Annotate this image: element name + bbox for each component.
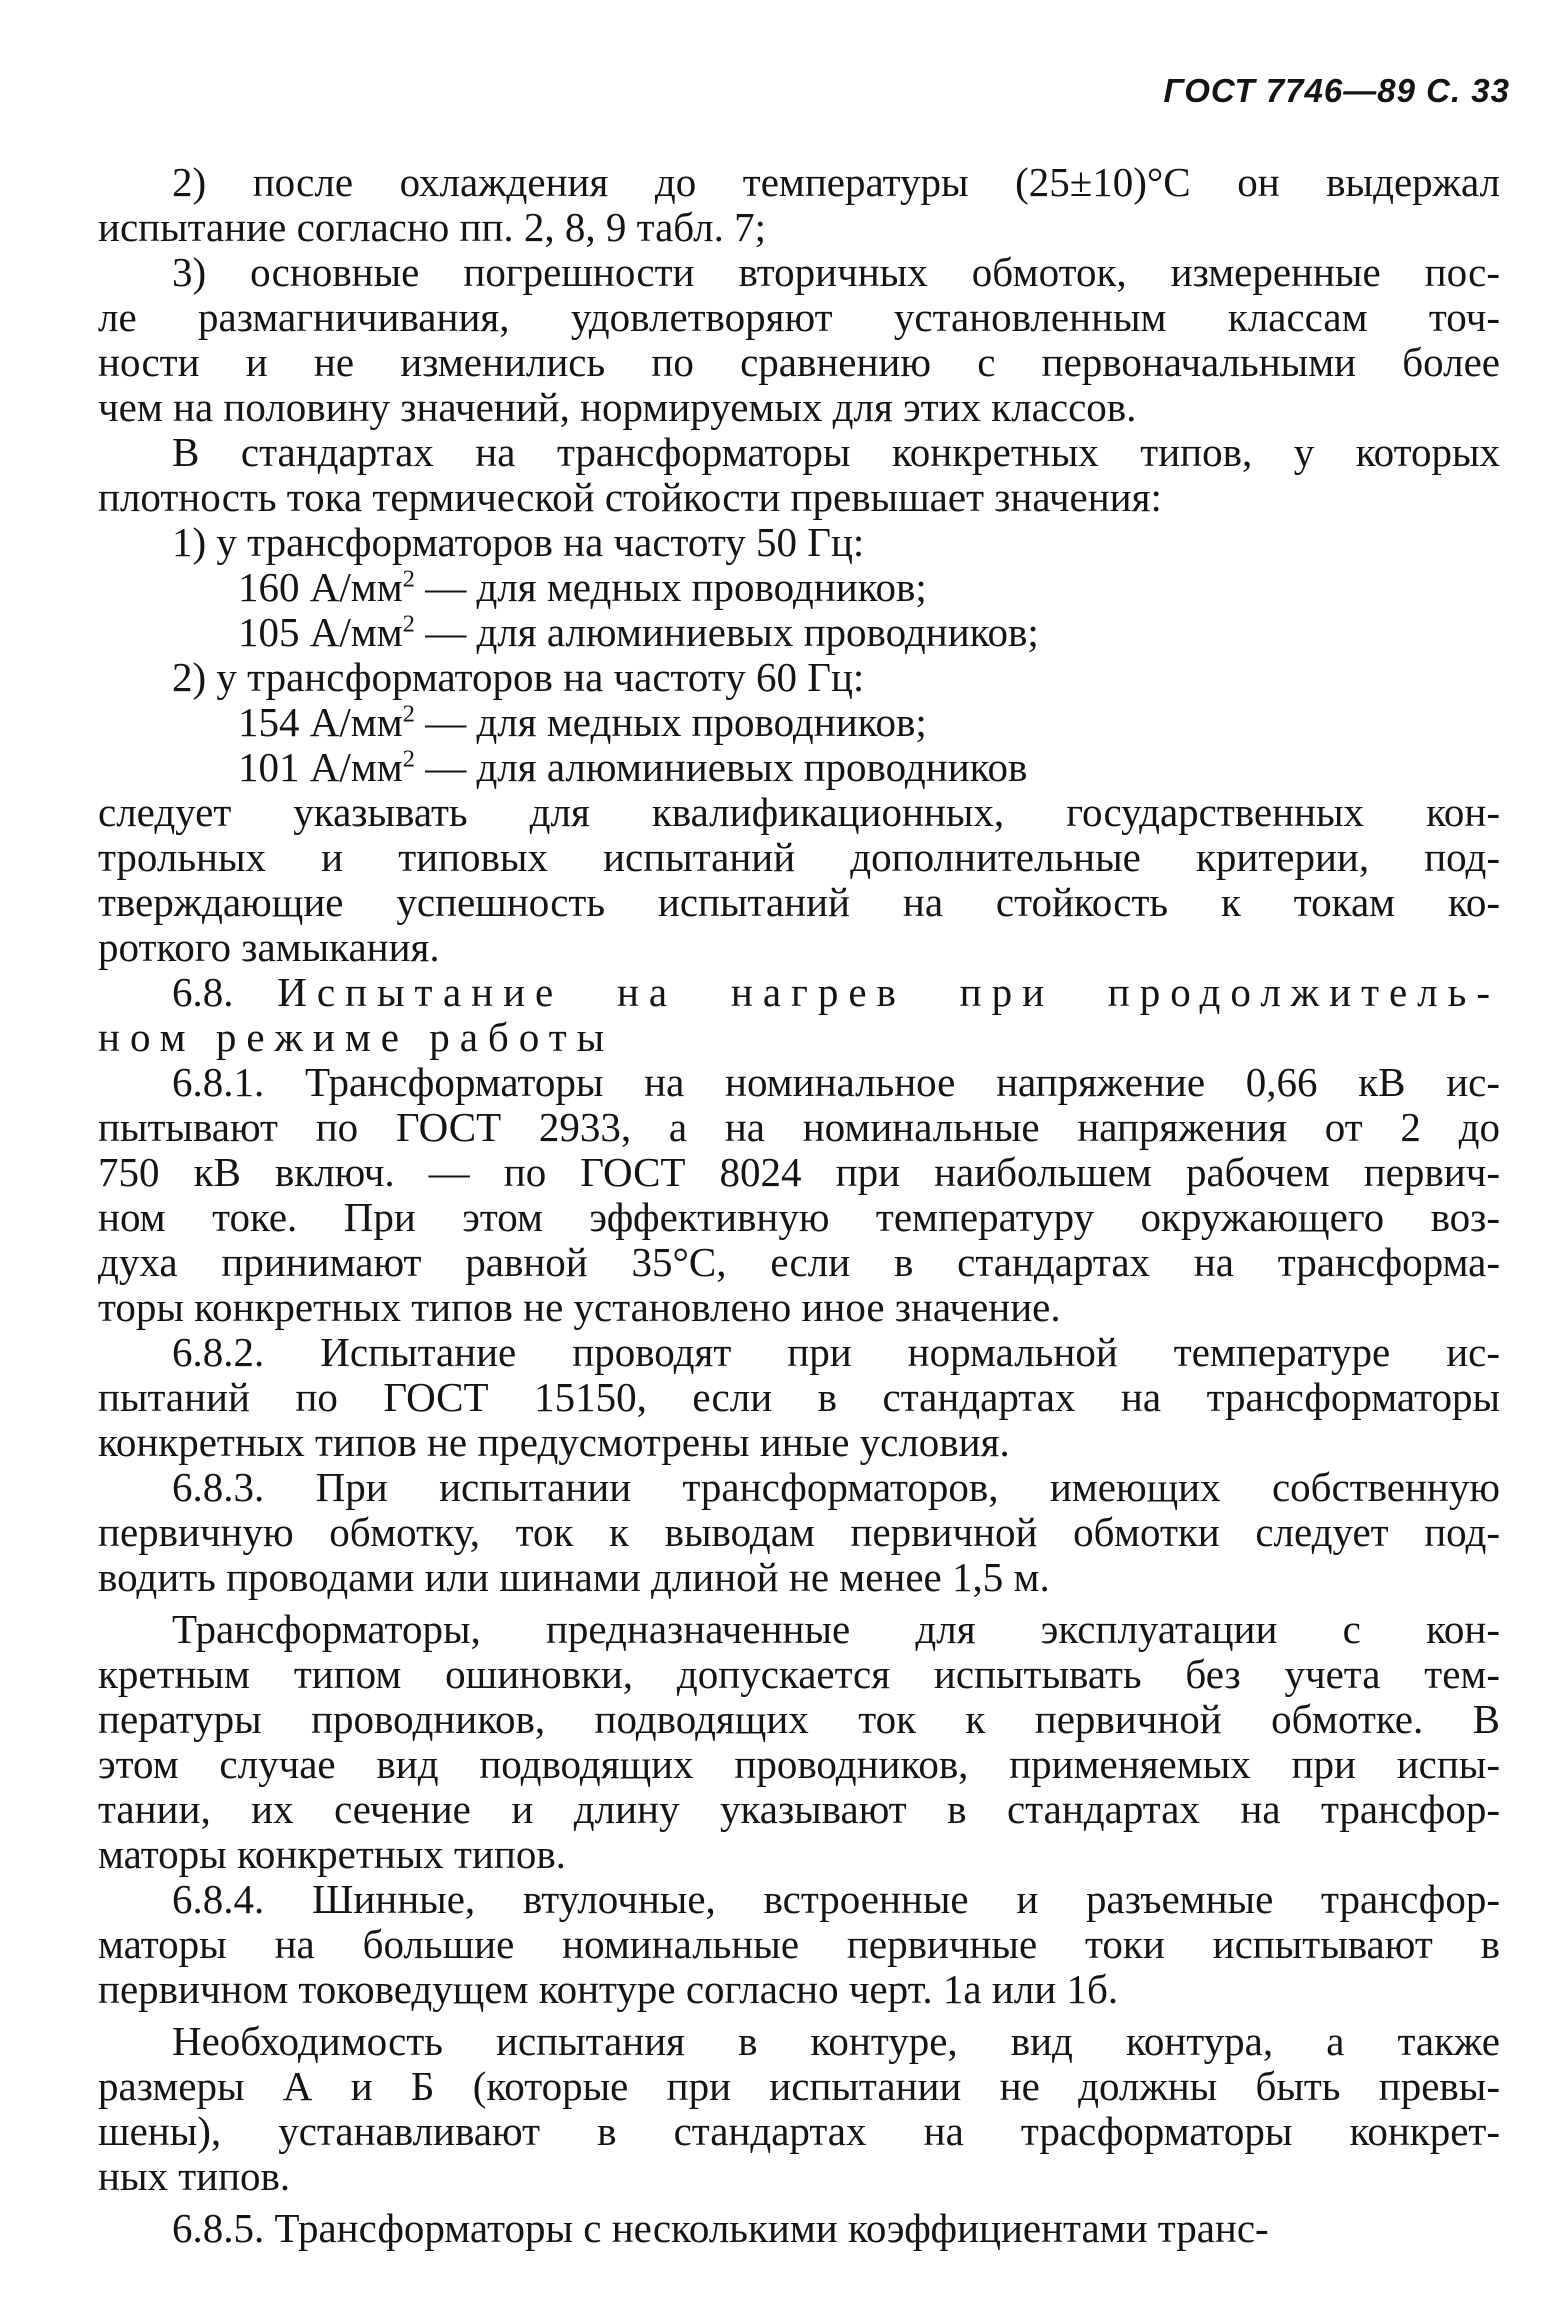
text-line: конкретных типов не предусмотрены иные условия. [98,1419,1010,1465]
heading-line [98,1015,1500,1060]
text-line: первичную обмотку, ток к выводам первичной обмотки следует под- [98,1509,1500,1555]
text-line: ных типов. [98,2153,291,2199]
text-line: пытаний по ГОСТ 15150, если в стандартах на трансформаторы [98,1374,1500,1420]
text-line: пытывают по ГОСТ 2933, а на номинальные напряжения от 2 до [98,1104,1500,1150]
text-line: этом случае вид подводящих проводников, применяемых при испы- [98,1741,1500,1787]
paragraph [98,430,1500,520]
text-line: Необходимость испытания в контуре, вид контура, а также [172,2018,1500,2064]
text-line: следует указывать для квалификационных, государственных кон- [98,789,1500,835]
text-line: роткого замыкания. [98,924,440,970]
text-line: 6.8.5. Трансформаторы с несколькими коэффициентами транс- [172,2205,1269,2251]
text-line: В стандартах на трансформаторы конкретных типов, у которых [172,429,1500,475]
superscript: 2 [402,700,415,728]
text-line: 6.8.2. Испытание проводят при нормальной температуре ис- [172,1329,1500,1375]
conductor-type: — для медных проводников; [414,564,927,610]
text-line: кретным типом ошиновки, допускается испытывать без учета тем- [98,1651,1500,1697]
list-subitem [98,565,1500,610]
conductor-type: — для алюминиевых проводников [414,744,1028,790]
text-line: ности и не изменились по сравнению с первоначальными более [98,339,1500,385]
text-line: 6.8.3. При испытании трансформаторов, имеющих собственную [172,1464,1500,1510]
paragraph [98,160,1500,250]
current-density-value: 105 А/мм [238,609,403,655]
text-line: плотность тока термической стойкости превышает значения: [98,474,1162,520]
text-line: пературы проводников, подводящих ток к первичной обмотке. В [98,1696,1500,1742]
paragraph [98,2019,1500,2199]
paragraph [98,1877,1500,2012]
text-line: 2) после охлаждения до температуры (25±10)°С он выдержал [172,159,1500,205]
text-line: Трансформаторы, предназначенные для эксплуатации с кон- [172,1606,1500,1652]
text-line: 6.8.4. Шинные, втулочные, встроенные и разъемные трансфор- [172,1876,1500,1922]
superscript: 2 [402,565,415,593]
text-line: 3) основные погрешности вторичных обмоток, измеренные пос- [172,249,1500,295]
section-heading [98,970,1500,1060]
conductor-type: — для алюминиевых проводников; [414,609,1039,655]
conductor-type: — для медных проводников; [414,699,927,745]
current-density-value: 101 А/мм [238,744,403,790]
text-line: духа принимают равной 35°С, если в стандартах на трансформа- [98,1239,1500,1285]
text-line: ном токе. При этом эффективную температуру окружающего воз- [98,1194,1500,1240]
paragraph [98,1607,1500,1877]
heading-line [98,970,1500,1015]
text-line: трольных и типовых испытаний дополнительные критерии, под- [98,834,1500,880]
paragraph [98,1330,1500,1465]
text-line: тании, их сечение и длину указывают в стандартах на трансфор- [98,1786,1500,1832]
text-line: первичном токоведущем контуре согласно черт. 1а или 1б. [98,1966,1119,2012]
text-line: ле размагничивания, удовлетворяют установленным классам точ- [98,294,1500,340]
heading-text: Испытание на нагрев при продолжитель- [277,969,1500,1015]
paragraph [98,250,1500,430]
text-line: маторы на большие номинальные первичные токи испытывают в [98,1921,1500,1967]
page-header: ГОСТ 7746—89 С. 33 [1163,72,1510,109]
list-subitem [98,745,1500,790]
paragraph [98,2206,1500,2251]
section-number: 6.8. [172,969,278,1015]
superscript: 2 [402,745,415,773]
paragraph-continuation [98,790,1500,970]
list-subitem [98,610,1500,655]
superscript: 2 [402,610,415,638]
text-line: 750 кВ включ. — по ГОСТ 8024 при наибольшем рабочем первич- [98,1149,1500,1195]
text-line: шены), устанавливают в стандартах на трасформаторы конкрет- [98,2108,1500,2154]
text-line: торы конкретных типов не установлено иное значение. [98,1284,1061,1330]
text-line: 6.8.1. Трансформаторы на номинальное напряжение 0,66 кВ ис- [172,1059,1500,1105]
document-body [98,160,1500,2251]
current-density-value: 154 А/мм [238,699,403,745]
paragraph [98,1465,1500,1600]
text-line: водить проводами или шинами длиной не менее 1,5 м. [98,1554,1050,1600]
text-line: чем на половину значений, нормируемых для этих классов. [98,384,1137,430]
list-item: 2) у трансформаторов на частоту 60 Гц: [172,654,865,700]
text-line: размеры А и Б (которые при испытании не должны быть превы- [98,2063,1500,2109]
text-line: испытание согласно пп. 2, 8, 9 табл. 7; [98,204,766,250]
current-density-value: 160 А/мм [238,564,403,610]
list-subitem [98,700,1500,745]
heading-text: ном режиме работы [98,1014,615,1060]
list-item: 1) у трансформаторов на частоту 50 Гц: [172,519,865,565]
paragraph [98,1060,1500,1330]
text-line: тверждающие успешность испытаний на стойкость к токам ко- [98,879,1500,925]
text-line: маторы конкретных типов. [98,1831,566,1877]
